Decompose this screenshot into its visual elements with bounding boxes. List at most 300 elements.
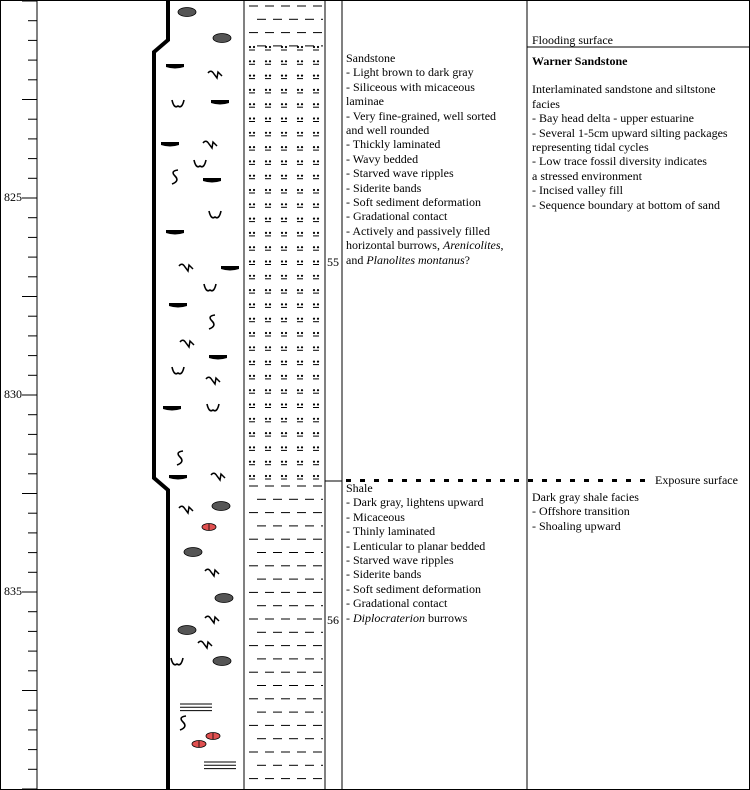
horizontal-burrow-symbol (169, 475, 187, 480)
sand-dot (249, 132, 251, 134)
sand-dot (249, 275, 251, 277)
sand-dot (301, 75, 303, 77)
sand-dot (285, 275, 287, 277)
diplocraterion-name: Diplocraterion (353, 610, 425, 625)
sand-dot (269, 203, 271, 205)
sand-dot (285, 461, 287, 463)
sand-dot (301, 218, 303, 220)
sand-dot (265, 232, 267, 234)
warner-line: - Several 1-5cm upward silting packages (532, 125, 728, 140)
sand-dot (285, 332, 287, 334)
sand-dot (317, 418, 319, 420)
sand-dot (285, 346, 287, 348)
sand-dot (317, 46, 319, 48)
sand-dot (253, 218, 255, 220)
sand-dot (281, 218, 283, 220)
sand-dot (249, 60, 251, 62)
sand-dot (253, 389, 255, 391)
shale-item: - Dark gray, lightens upward (346, 495, 484, 510)
sand-dot (269, 103, 271, 105)
depth-label-835: 835 (4, 584, 22, 598)
shale-item: - Gradational contact (346, 596, 448, 611)
sand-dot (265, 332, 267, 334)
sand-dot (249, 160, 251, 162)
sand-dot (301, 461, 303, 463)
s-burrow-symbol (177, 451, 183, 465)
sand-dot (281, 318, 283, 320)
flooding-surface-label: Flooding surface (532, 33, 613, 47)
sandstone-burrow-line-2 (346, 253, 504, 267)
sand-dot (301, 389, 303, 391)
warner-line: Interlaminated sandstone and siltstone (532, 82, 716, 97)
sand-dot (269, 318, 271, 320)
zigzag-burrow-symbol (203, 141, 217, 148)
sand-dot (281, 461, 283, 463)
warner-title: Warner Sandstone (532, 54, 628, 68)
sand-dot (281, 189, 283, 191)
zigzag-burrow-symbol (179, 506, 193, 513)
sand-dot (269, 132, 271, 134)
sand-dot (301, 246, 303, 248)
exposure-dot (612, 479, 617, 482)
nodule-symbol (178, 8, 196, 17)
sand-dot (269, 246, 271, 248)
sand-dot (249, 203, 251, 205)
sand-dot (317, 218, 319, 220)
sand-dot (317, 318, 319, 320)
sand-dot (281, 232, 283, 234)
sand-dot (281, 289, 283, 291)
sand-dot (313, 103, 315, 105)
warner-line: - Sequence boundary at bottom of sand (532, 197, 720, 212)
sand-dot (313, 175, 315, 177)
sand-dot (297, 461, 299, 463)
warner-line: - Incised valley fill (532, 183, 623, 198)
warner-line: - Low trace fossil diversity indicates (532, 154, 707, 169)
sand-dot (265, 246, 267, 248)
s-burrow-symbol (209, 315, 215, 329)
sand-dot (265, 175, 267, 177)
sand-dot (301, 446, 303, 448)
sand-dot (297, 361, 299, 363)
sand-dot (285, 189, 287, 191)
horizontal-burrow-symbol (166, 230, 184, 235)
sand-dot (301, 275, 303, 277)
sand-dot (253, 332, 255, 334)
sand-dot (281, 361, 283, 363)
horizontal-burrow-symbol (221, 266, 239, 271)
sand-dot (265, 303, 267, 305)
sand-dot (285, 446, 287, 448)
sand-dot (301, 375, 303, 377)
sandstone-item: - Very fine-grained, well sorted (346, 108, 497, 123)
sand-dot (265, 389, 267, 391)
sand-dot (317, 132, 319, 134)
sand-dot (265, 146, 267, 148)
sand-dot (301, 117, 303, 119)
sand-dot (301, 346, 303, 348)
sand-dot (301, 318, 303, 320)
sand-dot (249, 432, 251, 434)
sand-dot (269, 403, 271, 405)
sand-dot (265, 346, 267, 348)
zigzag-burrow-symbol (205, 569, 219, 576)
sand-dot (269, 389, 271, 391)
zigzag-burrow-symbol (179, 264, 193, 271)
sand-dot (265, 89, 267, 91)
sand-dot (249, 232, 251, 234)
sand-dot (285, 46, 287, 48)
shale-facies-line: Dark gray shale facies (532, 490, 639, 504)
grain-size-profile (154, 0, 168, 790)
horizontal-burrow-symbol (169, 303, 187, 308)
sand-dot (301, 332, 303, 334)
sand-dot (313, 361, 315, 363)
suffix: burrows (425, 610, 468, 625)
sand-dot (301, 260, 303, 262)
sand-dot (269, 418, 271, 420)
nodule-symbol (213, 34, 231, 43)
sand-dot (301, 303, 303, 305)
sand-dot (285, 432, 287, 434)
sand-dot (253, 46, 255, 48)
warner-line: facies (532, 96, 560, 111)
sand-dot (253, 203, 255, 205)
sand-dot (281, 203, 283, 205)
sand-dot (253, 432, 255, 434)
sand-dot (269, 260, 271, 262)
sand-dot (285, 103, 287, 105)
sand-dot (269, 275, 271, 277)
sand-dot (253, 246, 255, 248)
sand-dot (317, 461, 319, 463)
sand-dot (313, 132, 315, 134)
sand-dot (285, 117, 287, 119)
zigzag-burrow-symbol (206, 377, 220, 384)
zigzag-burrow-symbol (211, 473, 225, 480)
nodule-symbol (184, 548, 202, 557)
sand-dot (281, 403, 283, 405)
sand-dot (269, 175, 271, 177)
sand-dot (269, 446, 271, 448)
sand-dot (253, 361, 255, 363)
sand-dot (297, 375, 299, 377)
sand-dot (313, 246, 315, 248)
sand-dot (281, 432, 283, 434)
sand-dot (301, 89, 303, 91)
sand-dot (253, 418, 255, 420)
sand-dot (317, 175, 319, 177)
sand-dot (313, 60, 315, 62)
sample-number-55: 55 (327, 255, 339, 269)
sand-dot (249, 46, 251, 48)
sand-dot (301, 403, 303, 405)
sand-dot (297, 432, 299, 434)
sand-dot (313, 260, 315, 262)
sand-dot (317, 389, 319, 391)
sand-dot (249, 475, 251, 477)
sand-dot (249, 303, 251, 305)
sand-dot (281, 475, 283, 477)
sand-dot (301, 361, 303, 363)
sand-dot (281, 389, 283, 391)
sand-dot (253, 60, 255, 62)
sand-dot (301, 203, 303, 205)
sand-dot (253, 132, 255, 134)
sand-dot (249, 246, 251, 248)
exposure-dot (570, 479, 575, 482)
sand-dot (281, 418, 283, 420)
sand-dot (253, 89, 255, 91)
sand-dot (301, 432, 303, 434)
sand-dot (297, 117, 299, 119)
sand-dot (265, 160, 267, 162)
sand-dot (253, 160, 255, 162)
sand-dot (285, 175, 287, 177)
sand-dot (249, 375, 251, 377)
u-burrow-symbol (207, 404, 219, 411)
sand-dot (265, 432, 267, 434)
sand-dot (317, 60, 319, 62)
sand-dot (265, 318, 267, 320)
sand-dot (313, 189, 315, 191)
sand-dot (297, 232, 299, 234)
sand-dot (249, 332, 251, 334)
exposure-dot (486, 479, 491, 482)
shale-item: - Micaceous (346, 509, 405, 524)
sand-dot (317, 289, 319, 291)
sand-dot (313, 89, 315, 91)
sandstone-item: - Wavy bedded (346, 151, 419, 166)
sand-dot (317, 203, 319, 205)
sand-dot (249, 403, 251, 405)
sand-dot (301, 189, 303, 191)
sandstone-item: - Thickly laminated (346, 137, 441, 152)
sand-dot (297, 103, 299, 105)
sand-dot (297, 60, 299, 62)
sand-dot (313, 389, 315, 391)
sand-dot (297, 418, 299, 420)
sand-dot (313, 303, 315, 305)
shale-item: - Soft sediment deformation (346, 581, 481, 596)
sand-dot (317, 160, 319, 162)
sand-dot (281, 75, 283, 77)
sand-dot (297, 389, 299, 391)
sandstone-item: - Siderite bands (346, 180, 422, 195)
warner-line: - Bay head delta - upper estuarine (532, 111, 694, 126)
sand-dot (285, 160, 287, 162)
sand-dot (301, 60, 303, 62)
sand-dot (313, 475, 315, 477)
sand-dot (269, 60, 271, 62)
sand-dot (281, 303, 283, 305)
sandstone-item: - Starved wave ripples (346, 166, 454, 181)
sand-dot (317, 346, 319, 348)
sand-dot (253, 289, 255, 291)
sand-dot (249, 346, 251, 348)
sand-dot (297, 132, 299, 134)
sand-dot (253, 375, 255, 377)
sand-dot (265, 361, 267, 363)
sand-dot (317, 260, 319, 262)
shale-facies-line: - Offshore transition (532, 504, 630, 519)
sand-dot (313, 418, 315, 420)
exposure-dot (528, 479, 533, 482)
warner-line: representing tidal cycles (532, 140, 649, 155)
sand-dot (313, 275, 315, 277)
nodule-symbol (213, 657, 231, 666)
shale-facies-line: - Shoaling upward (532, 518, 621, 533)
sand-dot (313, 403, 315, 405)
exposure-dot (640, 479, 645, 482)
sample-number-56: 56 (327, 613, 339, 627)
sand-dot (301, 160, 303, 162)
nodule-symbol (178, 626, 196, 635)
sand-dot (317, 275, 319, 277)
shale-title: Shale (346, 481, 373, 495)
sand-dot (297, 446, 299, 448)
sand-dot (285, 303, 287, 305)
s-burrow-symbol (172, 170, 178, 184)
sand-dot (285, 60, 287, 62)
sand-dot (253, 303, 255, 305)
sand-dot (253, 461, 255, 463)
sand-dot (253, 446, 255, 448)
nodule-symbol (212, 502, 230, 511)
s-burrow-symbol (180, 716, 186, 730)
shale-item: - Siderite bands (346, 567, 422, 582)
sand-dot (317, 361, 319, 363)
sand-dot (281, 132, 283, 134)
sand-dot (285, 246, 287, 248)
sand-dot (269, 218, 271, 220)
sand-dot (285, 475, 287, 477)
sand-dot (249, 461, 251, 463)
horizontal-burrow-symbol (203, 178, 221, 183)
sand-dot (297, 160, 299, 162)
sand-dot (285, 318, 287, 320)
shale-burrow-line (346, 611, 485, 625)
sand-dot (301, 103, 303, 105)
sand-dot (297, 275, 299, 277)
sand-dot (265, 461, 267, 463)
shale-description (346, 481, 485, 625)
sand-dot (281, 446, 283, 448)
sand-dot (265, 60, 267, 62)
sand-dot (313, 203, 315, 205)
sand-dot (281, 332, 283, 334)
sand-dot (297, 189, 299, 191)
sand-dot (265, 418, 267, 420)
sand-dot (317, 375, 319, 377)
sandstone-item: - Gradational contact (346, 209, 448, 224)
sand-dot (301, 146, 303, 148)
sand-dot (265, 375, 267, 377)
sand-dot (297, 203, 299, 205)
sand-dot (281, 89, 283, 91)
sand-dot (253, 103, 255, 105)
sand-dot (285, 89, 287, 91)
sand-dot (281, 275, 283, 277)
burrow-text: horizontal burrows, (346, 238, 443, 253)
depth-label-825: 825 (4, 190, 22, 204)
sand-dot (313, 75, 315, 77)
exposure-dot (556, 479, 561, 482)
sand-dot (269, 361, 271, 363)
sand-dot (285, 132, 287, 134)
sand-dot (281, 103, 283, 105)
sand-dot (313, 332, 315, 334)
sand-dot (249, 89, 251, 91)
horizontal-burrow-symbol (209, 355, 227, 360)
sand-dot (281, 375, 283, 377)
sand-dot (317, 246, 319, 248)
sand-dot (265, 403, 267, 405)
exposure-dot (584, 479, 589, 482)
sand-dot (269, 160, 271, 162)
u-burrow-symbol (172, 100, 184, 107)
sand-dot (281, 146, 283, 148)
sand-dot (249, 218, 251, 220)
sand-dot (269, 346, 271, 348)
sandstone-item: and well rounded (346, 123, 430, 138)
sand-dot (265, 132, 267, 134)
sand-dot (249, 117, 251, 119)
sand-dot (253, 146, 255, 148)
sand-dot (265, 75, 267, 77)
sand-dot (265, 218, 267, 220)
sand-dot (269, 189, 271, 191)
sand-dot (317, 117, 319, 119)
sand-dot (269, 375, 271, 377)
sand-dot (297, 246, 299, 248)
zigzag-burrow-symbol (198, 641, 212, 648)
sand-dot (249, 446, 251, 448)
sand-dot (253, 189, 255, 191)
sand-dot (253, 232, 255, 234)
sand-dot (301, 46, 303, 48)
sand-dot (297, 475, 299, 477)
sand-dot (317, 232, 319, 234)
sand-dot (269, 232, 271, 234)
sand-dot (285, 260, 287, 262)
sand-dot (281, 246, 283, 248)
sand-dot (269, 461, 271, 463)
sand-dot (297, 289, 299, 291)
sand-dot (297, 175, 299, 177)
sand-dot (265, 260, 267, 262)
sand-dot (249, 146, 251, 148)
sand-dot (285, 218, 287, 220)
sand-dot (249, 289, 251, 291)
sand-dot (265, 446, 267, 448)
horizontal-burrow-symbol (161, 142, 179, 147)
sand-dot (285, 232, 287, 234)
sand-dot (313, 446, 315, 448)
sand-dot (317, 403, 319, 405)
sand-dot (313, 160, 315, 162)
u-burrow-symbol (172, 367, 184, 374)
sand-dot (269, 46, 271, 48)
exposure-dot (626, 479, 631, 482)
punct: ? (464, 252, 470, 267)
sand-dot (281, 60, 283, 62)
sand-dot (265, 475, 267, 477)
burrow-text: and (346, 252, 367, 267)
sand-dot (317, 332, 319, 334)
sand-dot (249, 189, 251, 191)
sand-dot (297, 75, 299, 77)
